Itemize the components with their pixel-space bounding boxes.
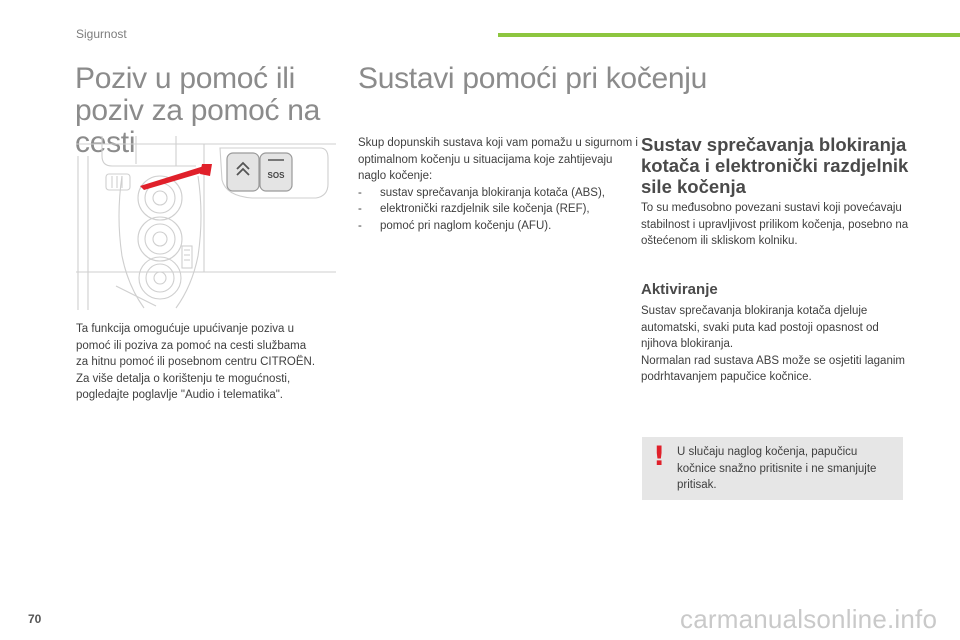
braking-systems-list bbox=[358, 185, 638, 235]
abs-ref-heading: Sustav sprečavanja blokiranja kotača i elektronički razdjelnik sile kočenja bbox=[641, 134, 909, 197]
braking-intro bbox=[358, 135, 638, 235]
sos-button-label: SOS bbox=[267, 171, 285, 180]
list-item: - elektronički razdjelnik sile kočenja (REF), bbox=[358, 201, 638, 218]
intro-paragraph: Skup dopunskih sustava koji vam pomažu u sigurnom i optimalnom kočenju u situacijama koje zahtijevaju naglo kočenje: bbox=[358, 137, 638, 183]
section-accent-bar bbox=[498, 33, 960, 37]
page-number: 70 bbox=[28, 612, 42, 626]
sos-description bbox=[76, 321, 341, 404]
caption-line: pogledajte poglavlje "Audio i telematika". bbox=[76, 389, 283, 402]
list-item: - pomoć pri naglom kočenju (AFU). bbox=[358, 218, 638, 235]
dashboard-illustration bbox=[76, 136, 336, 310]
sos-section-title: Poziv u pomoć ili poziv za pomoć na cesti bbox=[75, 62, 321, 159]
warning-icon: ! bbox=[653, 441, 666, 472]
caption-line: Za više detalja o korištenju te mogućnosti, bbox=[76, 372, 291, 385]
warning-text: U slučaju naglog kočenja, papučicu kočnice snažno pritisnite i ne smanjujte pritisak. bbox=[677, 446, 877, 492]
section-label: Sigurnost bbox=[76, 27, 127, 41]
activation-paragraph bbox=[641, 303, 916, 386]
caption-line: za hitnu pomoć ili posebnom centru CITROËN. bbox=[76, 356, 316, 369]
abs-ref-paragraph: To su međusobno povezani sustavi koji povećavaju stabilnost i upravljivost prilikom kočenja, posebno na oštećenom ili skliskom kolniku. bbox=[641, 202, 909, 248]
caption-line: pomoć ili poziva za pomoć na cesti službama bbox=[76, 339, 307, 352]
list-item: - sustav sprečavanja blokiranja kotača (ABS), bbox=[358, 185, 638, 202]
activation-line: Sustav sprečavanja blokiranja kotača djeluje automatski, svaki puta kad postoji opasnost od njihova blokiranja. bbox=[641, 305, 879, 351]
activation-heading: Aktiviranje bbox=[641, 281, 718, 298]
activation-line: Normalan rad sustava ABS može se osjetiti laganim podrhtavanjem papučice kočnice. bbox=[641, 354, 905, 384]
watermark: carmanualsonline.info bbox=[680, 604, 938, 634]
caption-line: Ta funkcija omogućuje upućivanje poziva u bbox=[76, 323, 294, 335]
braking-section-title: Sustavi pomoći pri kočenju bbox=[358, 62, 708, 95]
